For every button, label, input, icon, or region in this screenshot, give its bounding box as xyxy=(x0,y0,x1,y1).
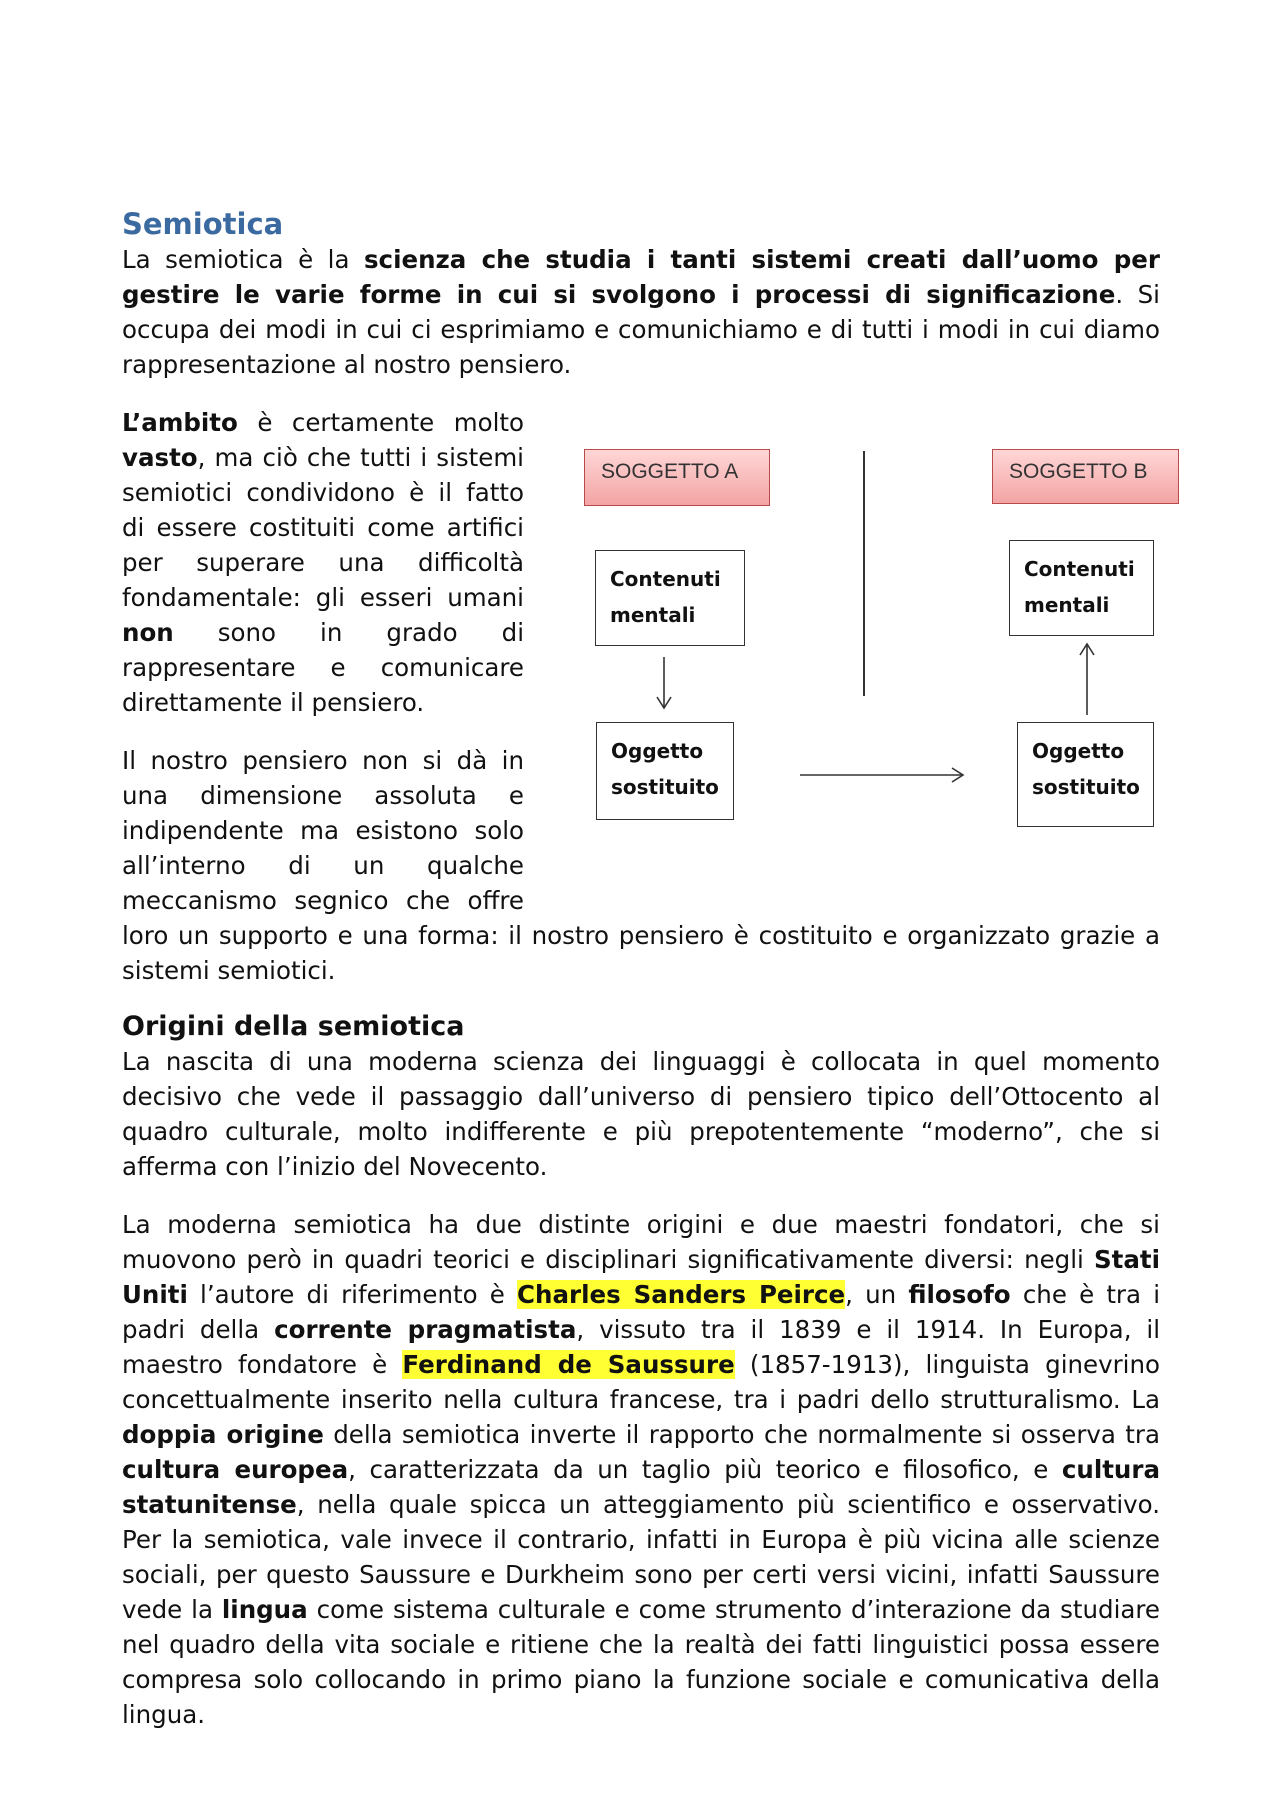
paragraph-pensiero: Il nostro pensiero non si dà in una dimensione assoluta e indipendente ma esistono solo all’interno di un qualche meccanismo segnico che offre loro un supporto e una forma: il nostro pensiero è costituito e organizzato grazie a sistemi semiotici. xyxy=(122,746,1160,985)
paragraph-nascita: La nascita di una moderna scienza dei linguaggi è collocata in quel momento decisivo che vede il passaggio dall’universo di pensiero tipico dell’Ottocento al quadro culturale, molto indifferente e più prepotentemente “moderno”, che si afferma con l’inizio del Novecento. xyxy=(122,1047,1160,1181)
bold-run: scienza che studia i tanti sistemi creati dall’uomo per gestire le varie forme in cui si svolgono i processi di significazione xyxy=(122,245,1160,309)
bold-run: lingua xyxy=(221,1595,308,1624)
box-label: sostituito xyxy=(1032,775,1140,799)
text-run: , nella quale spicca un atteggiamento più scientifico e osservativo. Per la semiotica, vale invece il contrario, infatti in Europa è più vicina alle scienze sociali, per questo Saussure e Durkheim sono per certi versi vicini, infatti Saussure vede la xyxy=(122,1490,1160,1624)
text-run: , un xyxy=(845,1280,909,1309)
text-run: . Si occupa dei modi in cui ci esprimiamo e comunichiamo e di tutti i modi in cui diamo rappresentazione al nostro pensiero. xyxy=(122,280,1160,379)
bold-run: doppia origine xyxy=(122,1420,324,1449)
object-box-a xyxy=(596,722,734,820)
bold-run: non xyxy=(122,618,174,647)
text-run: , vissuto tra il 1839 e il 1914. In Europa, il maestro fondatore è xyxy=(122,1315,1161,1379)
highlight-saussure: Ferdinand de Saussure xyxy=(402,1350,735,1379)
text-run: sono in grado di rappresentare e comunicare direttamente il pensiero. xyxy=(122,618,524,717)
box-label: Contenuti xyxy=(610,567,721,591)
text-run: La moderna semiotica ha due distinte origini e due maestri fondatori, che si muovono però in quadri teorici e disciplinari significativamente diversi: negli xyxy=(122,1210,1160,1274)
subject-a-box: SOGGETTO A xyxy=(584,449,770,506)
text-run: che è tra i padri della xyxy=(122,1280,1160,1344)
box-label: sostituito xyxy=(611,775,719,799)
bold-run: Stati Uniti xyxy=(122,1245,1160,1309)
content-box-a xyxy=(595,550,745,646)
communication-diagram xyxy=(580,440,1180,840)
bold-run: cultura statunitense xyxy=(122,1455,1160,1519)
text-run: l’autore di riferimento è xyxy=(187,1280,518,1309)
bold-run: L’ambito xyxy=(122,408,238,437)
bold-run: vasto xyxy=(122,443,198,472)
content-box-b xyxy=(1009,540,1154,636)
box-label: Oggetto xyxy=(1032,739,1125,763)
text-run: (1857-1913), linguista ginevrino concettualmente inserito nella cultura francese, tra i padri dello strutturalismo. La xyxy=(122,1350,1160,1414)
text-run: è certamente molto xyxy=(237,408,524,437)
text-run: La semiotica è la xyxy=(122,245,364,274)
text-run: come sistema culturale e come strumento d’interazione da studiare nel quadro della vita sociale e ritiene che la realtà dei fatti linguistici possa essere compresa solo collocando in primo piano la funzione sociale e comunicativa della lingua. xyxy=(122,1595,1160,1729)
paragraph-origini xyxy=(122,1207,1160,1732)
text-run: della semiotica inverte il rapporto che normalmente si osserva tra xyxy=(323,1420,1161,1449)
bold-run: filosofo xyxy=(908,1280,1011,1309)
box-label: mentali xyxy=(610,603,696,627)
box-label: Oggetto xyxy=(611,739,704,763)
highlight-peirce: Charles Sanders Peirce xyxy=(517,1280,846,1309)
object-box-b xyxy=(1017,722,1154,827)
document-body xyxy=(122,206,1160,1732)
heading-semiotica: Semiotica xyxy=(122,207,284,241)
paragraph-definition xyxy=(122,242,1160,382)
bold-run: corrente pragmatista xyxy=(274,1315,577,1344)
bold-run: cultura europea xyxy=(122,1455,349,1484)
subject-b-box: SOGGETTO B xyxy=(992,449,1179,504)
text-run: , caratterizzata da un taglio più teorico e filosofico, e xyxy=(348,1455,1062,1484)
heading-origini: Origini della semiotica xyxy=(122,1011,465,1042)
text-run: , ma ciò che tutti i sistemi semiotici condividono è il fatto di essere costituiti come artifici per superare una difficoltà fondamentale: gli esseri umani xyxy=(122,443,524,612)
box-label: mentali xyxy=(1024,593,1110,617)
box-label: Contenuti xyxy=(1024,557,1135,581)
